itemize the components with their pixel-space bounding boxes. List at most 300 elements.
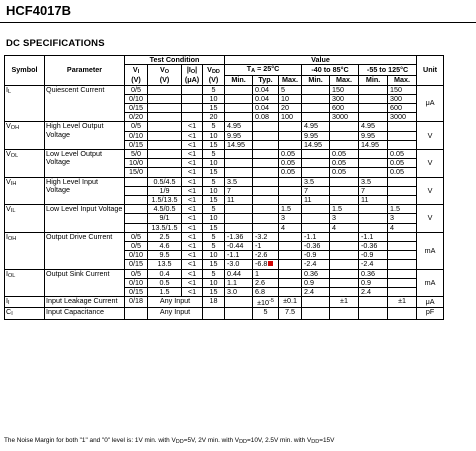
header-range-55-125: -55 to 125°C [359, 65, 417, 76]
max-125-cell: 600 [388, 104, 417, 113]
min-cell [225, 308, 253, 319]
max-125-cell [388, 278, 417, 287]
vdd-cell: 5 [203, 177, 225, 186]
max-125-cell [388, 131, 417, 140]
vdd-cell: 5 [203, 269, 225, 278]
min-125-cell: 14.95 [359, 140, 388, 149]
io-cell: <1 [182, 131, 203, 140]
max-25-cell [279, 186, 302, 195]
header-io: |IO| (μA) [182, 65, 203, 85]
max-85-cell: 0.05 [330, 159, 359, 168]
max-85-cell: 150 [330, 85, 359, 94]
min-25-cell: -0.44 [225, 242, 253, 251]
vi-cell: 0/10 [125, 251, 148, 260]
unit-cell: V [417, 150, 444, 178]
vo-cell: 9/1 [148, 214, 182, 223]
min-25-cell [225, 168, 253, 177]
min-125-cell [359, 159, 388, 168]
min-85-cell: 0.36 [302, 269, 330, 278]
typ-25-cell [253, 122, 279, 131]
min-125-cell: -0.36 [359, 242, 388, 251]
max-25-cell [279, 251, 302, 260]
symbol-cell: II [5, 297, 45, 308]
max-85-cell: 4 [330, 223, 359, 232]
min-25-cell: 14.95 [225, 140, 253, 149]
min-125-cell [359, 85, 388, 94]
vo-cell [148, 113, 182, 122]
vo-cell [148, 131, 182, 140]
table-row [5, 177, 473, 186]
max-85-cell [330, 232, 359, 241]
vo-cell [148, 140, 182, 149]
vi-cell [125, 214, 148, 223]
max-25-cell [279, 288, 302, 297]
section-title: DC SPECIFICATIONS [6, 38, 105, 49]
min-25-cell: 3.0 [225, 288, 253, 297]
min-85-cell [302, 150, 330, 159]
io-cell: <1 [182, 278, 203, 287]
vdd-cell: 10 [203, 159, 225, 168]
io-cell [182, 113, 203, 122]
max-125-cell: 4 [388, 223, 417, 232]
typ-25-cell [253, 159, 279, 168]
min-25-cell: 3.5 [225, 177, 253, 186]
typ-25-cell: 6.8 [253, 288, 279, 297]
max-cell: ±1 [330, 297, 359, 308]
max-85-cell [330, 260, 359, 269]
unit-cell: V [417, 122, 444, 150]
red-marker-icon [268, 261, 273, 266]
typ-25-cell: -6.8 [253, 260, 279, 269]
min-85-cell: 2.4 [302, 288, 330, 297]
max-25-cell [279, 242, 302, 251]
io-cell: <1 [182, 214, 203, 223]
io-cell [182, 85, 203, 94]
vi-cell [125, 205, 148, 214]
max-cell [388, 308, 417, 319]
parameter-cell: Low Level Input Voltage [45, 205, 125, 233]
typ-25-cell: 0.04 [253, 85, 279, 94]
min-25-cell: 11 [225, 196, 253, 205]
max-125-cell [388, 232, 417, 241]
table-row [5, 85, 473, 94]
typ-25-cell: 2.6 [253, 278, 279, 287]
max-125-cell [388, 288, 417, 297]
vi-cell: 0/15 [125, 140, 148, 149]
min-85-cell [302, 113, 330, 122]
min-85-cell [302, 104, 330, 113]
io-cell: <1 [182, 150, 203, 159]
max-25-cell [279, 140, 302, 149]
vdd-cell: 10 [203, 94, 225, 103]
header-min-25: Min. [225, 76, 253, 85]
vdd-cell: 15 [203, 104, 225, 113]
vdd-cell: 10 [203, 278, 225, 287]
header-range-40-85: -40 to 85°C [302, 65, 359, 76]
vo-cell: 1.5 [148, 288, 182, 297]
vo-cell: 1.5/13.5 [148, 196, 182, 205]
min-125-cell: -1.1 [359, 232, 388, 241]
min-cell [302, 297, 330, 308]
min-85-cell [302, 205, 330, 214]
vdd-cell: 15 [203, 260, 225, 269]
min-85-cell: -2.4 [302, 260, 330, 269]
io-cell: <1 [182, 269, 203, 278]
vdd-cell: 18 [203, 297, 225, 308]
vdd-cell: 15 [203, 140, 225, 149]
condition-cell: Any Input [148, 308, 203, 319]
min-25-cell [225, 85, 253, 94]
max-125-cell [388, 177, 417, 186]
min-25-cell [225, 205, 253, 214]
io-cell: <1 [182, 205, 203, 214]
parameter-cell: Output Drive Current [45, 232, 125, 269]
max-25-cell [279, 269, 302, 278]
header-min-85: Min. [302, 76, 330, 85]
max-125-cell [388, 196, 417, 205]
table-row [5, 232, 473, 241]
max-125-cell [388, 251, 417, 260]
max-125-cell [388, 186, 417, 195]
unit-cell: mA [417, 232, 444, 269]
min-85-cell: 0.9 [302, 278, 330, 287]
min-25-cell [225, 150, 253, 159]
vdd-cell: 10 [203, 186, 225, 195]
min-85-cell: -1.1 [302, 232, 330, 241]
vo-cell [148, 122, 182, 131]
dc-specifications-table [4, 55, 473, 320]
vdd-cell: 5 [203, 150, 225, 159]
unit-cell: pF [417, 308, 444, 319]
min-125-cell: 3.5 [359, 177, 388, 186]
max-85-cell: 600 [330, 104, 359, 113]
vi-cell [125, 196, 148, 205]
parameter-cell: Output Sink Current [45, 269, 125, 297]
table-row-input-leakage [5, 297, 473, 308]
vi-cell: 0/18 [125, 297, 148, 308]
vdd-cell: 15 [203, 223, 225, 232]
max-25-cell: 4 [279, 223, 302, 232]
vdd-cell: 15 [203, 196, 225, 205]
min-25-cell: -1.36 [225, 232, 253, 241]
symbol-cell: CI [5, 308, 45, 319]
min-cell [359, 308, 388, 319]
max-85-cell [330, 186, 359, 195]
max-85-cell [330, 140, 359, 149]
vi-cell [125, 186, 148, 195]
min-85-cell [302, 214, 330, 223]
max-125-cell [388, 269, 417, 278]
max-85-cell [330, 269, 359, 278]
header-vi: VI (V) [125, 65, 148, 85]
max-25-cell: 10 [279, 94, 302, 103]
symbol-cell: VOH [5, 122, 45, 150]
typ-25-cell [253, 196, 279, 205]
max-85-cell [330, 278, 359, 287]
vdd-cell: 5 [203, 85, 225, 94]
min-85-cell [302, 159, 330, 168]
vo-cell: 0.4 [148, 269, 182, 278]
min-125-cell [359, 205, 388, 214]
symbol-cell: VOL [5, 150, 45, 178]
max-125-cell: 1.5 [388, 205, 417, 214]
max-25-cell: 0.05 [279, 150, 302, 159]
typ-cell: 5 [253, 308, 279, 319]
typ-25-cell: -2.6 [253, 251, 279, 260]
parameter-cell: High Level Output Voltage [45, 122, 125, 150]
min-125-cell: 4.95 [359, 122, 388, 131]
vi-cell: 0/5 [125, 122, 148, 131]
typ-25-cell [253, 140, 279, 149]
min-125-cell [359, 223, 388, 232]
vo-cell [148, 104, 182, 113]
min-125-cell [359, 214, 388, 223]
min-85-cell: -0.36 [302, 242, 330, 251]
title-rule [0, 22, 476, 23]
min-125-cell [359, 168, 388, 177]
max-25-cell: 0.05 [279, 168, 302, 177]
table-row [5, 150, 473, 159]
min-85-cell: 7 [302, 186, 330, 195]
typ-25-cell: 1 [253, 269, 279, 278]
vdd-cell: 10 [203, 214, 225, 223]
typ-25-cell: -1 [253, 242, 279, 251]
vo-cell [148, 94, 182, 103]
max-125-cell: 0.05 [388, 150, 417, 159]
min-25-cell: -3.0 [225, 260, 253, 269]
max-125-cell [388, 122, 417, 131]
min-25-cell [225, 159, 253, 168]
header-min-125: Min. [359, 76, 388, 85]
unit-cell: V [417, 177, 444, 205]
vo-cell: 4.6 [148, 242, 182, 251]
max-125-cell [388, 242, 417, 251]
io-cell: <1 [182, 168, 203, 177]
header-unit: Unit [417, 56, 444, 86]
io-cell: <1 [182, 122, 203, 131]
typ-25-cell: 0.04 [253, 104, 279, 113]
vi-cell: 5/0 [125, 150, 148, 159]
max-85-cell: 1.5 [330, 205, 359, 214]
min-85-cell: 14.95 [302, 140, 330, 149]
io-cell: <1 [182, 186, 203, 195]
min-cell [302, 308, 330, 319]
min-125-cell: -0.9 [359, 251, 388, 260]
vdd-cell: 5 [203, 122, 225, 131]
min-cell [225, 297, 253, 308]
min-25-cell [225, 94, 253, 103]
max-25-cell [279, 232, 302, 241]
table-row-input-capacitance [5, 308, 473, 319]
typ-cell: $\pm 10^{-5}$ [253, 297, 279, 308]
header-value: Value [225, 56, 417, 65]
vi-cell: 10/0 [125, 159, 148, 168]
vi-cell: 0/10 [125, 94, 148, 103]
min-85-cell: 4.95 [302, 122, 330, 131]
max-25-cell: 1.5 [279, 205, 302, 214]
typ-25-cell [253, 214, 279, 223]
min-25-cell [225, 223, 253, 232]
symbol-cell: VIL [5, 205, 45, 233]
header-symbol: Symbol [5, 56, 45, 86]
vo-cell: 13.5/1.5 [148, 223, 182, 232]
min-125-cell: 11 [359, 196, 388, 205]
min-125-cell: 9.95 [359, 131, 388, 140]
vo-cell: 4.5/0.5 [148, 205, 182, 214]
vo-cell [148, 159, 182, 168]
min-125-cell: 7 [359, 186, 388, 195]
max-25-cell: 3 [279, 214, 302, 223]
min-25-cell: 9.95 [225, 131, 253, 140]
vo-cell: 0.5/4.5 [148, 177, 182, 186]
min-25-cell: 1.1 [225, 278, 253, 287]
parameter-cell: Input Leakage Current [45, 297, 125, 308]
vi-cell: 0/5 [125, 269, 148, 278]
max-85-cell: 3000 [330, 113, 359, 122]
vi-cell: 0/5 [125, 232, 148, 241]
min-85-cell: 11 [302, 196, 330, 205]
vo-cell: 0.5 [148, 278, 182, 287]
vi-cell: 0/5 [125, 242, 148, 251]
vdd-cell: 10 [203, 251, 225, 260]
min-85-cell [302, 94, 330, 103]
max-125-cell: 0.05 [388, 159, 417, 168]
header-max-125: Max. [388, 76, 417, 85]
typ-25-cell [253, 131, 279, 140]
unit-cell: μA [417, 297, 444, 308]
max-85-cell [330, 131, 359, 140]
min-85-cell: 3.5 [302, 177, 330, 186]
min-25-cell: 7 [225, 186, 253, 195]
vi-cell: 0/5 [125, 85, 148, 94]
max-cell: ±0.1 [279, 297, 302, 308]
condition-cell: Any Input [148, 297, 203, 308]
vo-cell [148, 150, 182, 159]
max-25-cell: 100 [279, 113, 302, 122]
header-vo: VO (V) [148, 65, 182, 85]
min-25-cell [225, 104, 253, 113]
symbol-cell: VIH [5, 177, 45, 205]
min-85-cell [302, 223, 330, 232]
typ-25-cell: -3.2 [253, 232, 279, 241]
typ-25-cell: 0.04 [253, 94, 279, 103]
min-125-cell [359, 150, 388, 159]
max-25-cell: 5 [279, 85, 302, 94]
symbol-cell: IOH [5, 232, 45, 269]
min-25-cell [225, 113, 253, 122]
header-typ-25: Typ. [253, 76, 279, 85]
min-85-cell: -0.9 [302, 251, 330, 260]
document-title: HCF4017B [6, 3, 72, 18]
io-cell: <1 [182, 159, 203, 168]
io-cell: <1 [182, 232, 203, 241]
vi-cell: 0/15 [125, 288, 148, 297]
min-125-cell: 0.9 [359, 278, 388, 287]
min-25-cell: 4.95 [225, 122, 253, 131]
vdd-cell: 15 [203, 288, 225, 297]
header-max-85: Max. [330, 76, 359, 85]
max-25-cell: 20 [279, 104, 302, 113]
header-ta-25: TA = 25°C [225, 65, 302, 76]
vo-cell: 13.5 [148, 260, 182, 269]
vi-cell: 0/15 [125, 260, 148, 269]
io-cell: <1 [182, 251, 203, 260]
symbol-cell: IL [5, 85, 45, 122]
vi-cell: 15/0 [125, 168, 148, 177]
max-125-cell: 150 [388, 85, 417, 94]
table-row [5, 122, 473, 131]
io-cell: <1 [182, 288, 203, 297]
vdd-cell: 5 [203, 205, 225, 214]
header-test-condition: Test Condition [125, 56, 225, 65]
min-cell [359, 297, 388, 308]
min-125-cell: 0.36 [359, 269, 388, 278]
vi-cell [125, 177, 148, 186]
max-25-cell: 0.05 [279, 159, 302, 168]
typ-25-cell [253, 150, 279, 159]
header-parameter: Parameter [45, 56, 125, 86]
vdd-cell: 20 [203, 113, 225, 122]
min-25-cell: -1.1 [225, 251, 253, 260]
vo-cell: 2.5 [148, 232, 182, 241]
header-max-25: Max. [279, 76, 302, 85]
max-25-cell [279, 260, 302, 269]
min-85-cell: 9.95 [302, 131, 330, 140]
parameter-cell: Input Capacitance [45, 308, 125, 319]
min-85-cell [302, 85, 330, 94]
typ-25-cell [253, 205, 279, 214]
max-25-cell [279, 122, 302, 131]
min-125-cell [359, 94, 388, 103]
io-cell: <1 [182, 223, 203, 232]
typ-25-cell [253, 186, 279, 195]
io-cell [182, 104, 203, 113]
max-85-cell [330, 242, 359, 251]
io-cell: <1 [182, 140, 203, 149]
io-cell: <1 [182, 196, 203, 205]
vi-cell [125, 308, 148, 319]
max-125-cell: 3000 [388, 113, 417, 122]
vo-cell [148, 168, 182, 177]
header-vdd: VDD (V) [203, 65, 225, 85]
vdd-cell: 10 [203, 131, 225, 140]
max-cell: ±1 [388, 297, 417, 308]
min-25-cell: 0.44 [225, 269, 253, 278]
max-125-cell [388, 140, 417, 149]
parameter-cell: Quiescent Current [45, 85, 125, 122]
vi-cell: 0/10 [125, 131, 148, 140]
noise-margin-footnote: The Noise Margin for both "1" and "0" level is: 1V min. with VDD=5V, 2V min. with VDD=10V, 2.5V min. with VDD=15V [4, 437, 335, 445]
vi-cell: 0/15 [125, 104, 148, 113]
max-cell [330, 308, 359, 319]
io-cell: <1 [182, 177, 203, 186]
max-85-cell: 3 [330, 214, 359, 223]
typ-25-cell: 0.08 [253, 113, 279, 122]
min-125-cell: 2.4 [359, 288, 388, 297]
max-25-cell [279, 196, 302, 205]
vi-cell [125, 223, 148, 232]
max-85-cell: 300 [330, 94, 359, 103]
vdd-cell: 15 [203, 168, 225, 177]
vi-cell: 0/20 [125, 113, 148, 122]
io-cell [182, 94, 203, 103]
max-85-cell [330, 196, 359, 205]
max-125-cell: 300 [388, 94, 417, 103]
max-125-cell: 0.05 [388, 168, 417, 177]
io-cell: <1 [182, 260, 203, 269]
io-cell: <1 [182, 242, 203, 251]
max-25-cell [279, 278, 302, 287]
